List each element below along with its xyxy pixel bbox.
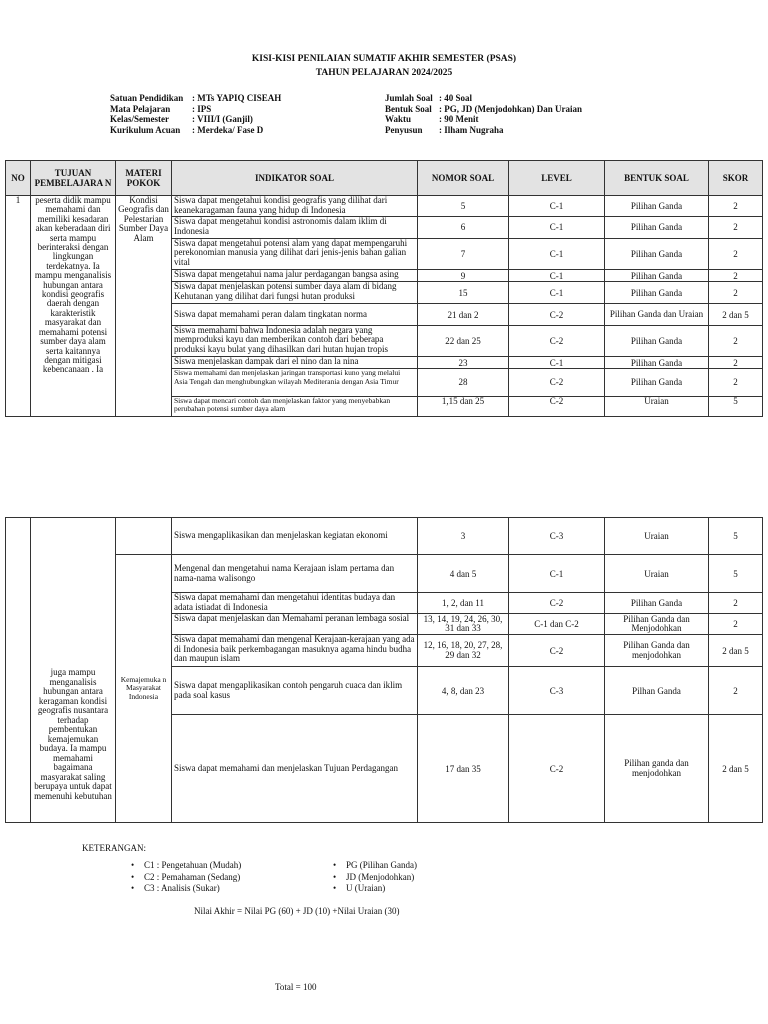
nomor-cell: 28 bbox=[418, 369, 509, 396]
table-header-row bbox=[6, 161, 763, 196]
bentuk-cell: Pilihan Ganda bbox=[605, 238, 709, 269]
meta-label: Bentuk Soal bbox=[385, 103, 432, 114]
level-cell: C-2 bbox=[509, 593, 605, 614]
meta-value: : IPS bbox=[192, 103, 212, 114]
row-number-empty bbox=[6, 518, 31, 823]
legend-item: • C2 : Pemahaman (Sedang) bbox=[131, 872, 241, 884]
nomor-cell: 9 bbox=[418, 269, 509, 281]
bentuk-cell: Uraian bbox=[605, 518, 709, 555]
bentuk-cell: Pilihan Ganda dan menjodohkan bbox=[605, 635, 709, 667]
bentuk-cell: Pilihan Ganda dan Uraian bbox=[605, 304, 709, 325]
col-header-nomor: NOMOR SOAL bbox=[418, 161, 509, 196]
col-header-tujuan: TUJUAN PEMBELAJARA N bbox=[31, 161, 116, 196]
meta-row bbox=[110, 93, 281, 104]
meta-label: Penyusun bbox=[385, 124, 423, 135]
level-cell: C-1 bbox=[509, 282, 605, 304]
nomor-cell: 6 bbox=[418, 217, 509, 238]
meta-label: Kelas/Semester bbox=[110, 114, 169, 124]
level-cell: C-1 dan C-2 bbox=[509, 614, 605, 635]
meta-label: Waktu bbox=[385, 114, 412, 124]
meta-value: : 90 Menit bbox=[439, 114, 479, 124]
level-cell: C-2 bbox=[509, 635, 605, 667]
bentuk-cell: Pilhan Ganda bbox=[605, 667, 709, 715]
nomor-cell: 5 bbox=[418, 196, 509, 217]
meta-value: : VIII/I (Ganjil) bbox=[192, 114, 253, 124]
nomor-cell: 7 bbox=[418, 238, 509, 269]
skor-cell: 2 bbox=[709, 217, 763, 238]
nilai-akhir-formula: Nilai Akhir = Nilai PG (60) + JD (10) +Nilai Uraian (30) bbox=[194, 906, 400, 916]
bentuk-cell: Pilihan ganda dan menjodohkan bbox=[605, 715, 709, 823]
skor-cell: 2 bbox=[709, 369, 763, 396]
bentuk-cell: Pilihan Ganda bbox=[605, 282, 709, 304]
indikator-cell: Siswa dapat mengetahui kondisi geografis yang dilihat dari keanekaragaman fauna yang hidup di Indonesia bbox=[172, 196, 418, 217]
nomor-cell: 1,15 dan 25 bbox=[418, 396, 509, 416]
total-score: Total = 100 bbox=[275, 982, 317, 992]
nomor-cell: 1, 2, dan 11 bbox=[418, 593, 509, 614]
meta-value: : 40 Soal bbox=[439, 93, 473, 103]
meta-label: Jumlah Soal bbox=[385, 93, 433, 103]
indikator-cell: Siswa mengaplikasikan dan menjelaskan kegiatan ekonomi bbox=[172, 518, 418, 555]
indikator-cell: Siswa memahami dan menjelaskan jaringan transportasi kuno yang melalui Asia Tengah dan menghubungkan wilayah Mediterania dengan Asia Timur bbox=[172, 369, 418, 396]
meta-label: Kurikulum Acuan bbox=[110, 124, 181, 135]
indikator-cell: Mengenal dan mengetahui nama Kerajaan islam pertama dan nama-nama walisongo bbox=[172, 555, 418, 593]
meta-row bbox=[385, 125, 582, 136]
skor-cell: 5 bbox=[709, 518, 763, 555]
indikator-cell: Siswa menjelaskan dampak dari el nino dan la nina bbox=[172, 357, 418, 369]
keterangan-title: KETERANGAN: bbox=[82, 843, 146, 853]
meta-value: : Ilham Nugraha bbox=[439, 124, 504, 135]
document-subtitle: TAHUN PELAJARAN 2024/2025 bbox=[315, 68, 453, 78]
level-cell: C-1 bbox=[509, 217, 605, 238]
level-cell: C-2 bbox=[509, 369, 605, 396]
bentuk-cell: Pilihan Ganda bbox=[605, 269, 709, 281]
level-cell: C-1 bbox=[509, 357, 605, 369]
skor-cell: 2 bbox=[709, 357, 763, 369]
meta-label: Mata Pelajaran bbox=[110, 103, 171, 114]
indikator-cell: Siswa dapat mengetahui kondisi astronomis dalam iklim di Indonesia bbox=[172, 217, 418, 238]
meta-row bbox=[385, 114, 582, 125]
meta-row bbox=[385, 93, 582, 104]
indikator-cell: Siswa dapat memahami dan mengetahui identitas budaya dan adata istiadat di Indonesia bbox=[172, 593, 418, 614]
skor-cell: 2 bbox=[709, 667, 763, 715]
nomor-cell: 4 dan 5 bbox=[418, 555, 509, 593]
indikator-cell: Siswa memahami bahwa Indonesia adalah negara yang memproduksi kayu dan memberikan contoh dari beberapa produksi kayu bulat yang dihasilkan dari hutan hujan tropis bbox=[172, 325, 418, 356]
bentuk-cell: Pilihan Ganda bbox=[605, 325, 709, 356]
bentuk-cell: Uraian bbox=[605, 396, 709, 416]
legend-item: • JD (Menjodohkan) bbox=[333, 872, 417, 884]
meta-row bbox=[385, 104, 582, 115]
bentuk-cell: Pilihan Ganda bbox=[605, 196, 709, 217]
table-row bbox=[6, 518, 763, 555]
kisi-kisi-table-2 bbox=[5, 517, 763, 823]
level-cell: C-1 bbox=[509, 555, 605, 593]
level-cell: C-2 bbox=[509, 396, 605, 416]
skor-cell: 2 dan 5 bbox=[709, 635, 763, 667]
nomor-cell: 21 dan 2 bbox=[418, 304, 509, 325]
meta-row bbox=[110, 104, 281, 115]
col-header-level: LEVEL bbox=[509, 161, 605, 196]
kisi-kisi-table-1 bbox=[5, 160, 763, 417]
level-cell: C-3 bbox=[509, 667, 605, 715]
meta-right bbox=[385, 93, 582, 135]
col-header-no: NO bbox=[6, 161, 31, 196]
bentuk-legend bbox=[333, 860, 417, 895]
col-header-skor: SKOR bbox=[709, 161, 763, 196]
indikator-cell: Siswa dapat menjelaskan dan Memahami peranan lembaga sosial bbox=[172, 614, 418, 635]
tujuan-pembelajaran bbox=[31, 196, 116, 417]
skor-cell: 2 bbox=[709, 325, 763, 356]
legend-item: • PG (Pilihan Ganda) bbox=[333, 860, 417, 872]
level-cell: C-2 bbox=[509, 304, 605, 325]
skor-cell: 5 bbox=[709, 555, 763, 593]
level-cell: C-2 bbox=[509, 325, 605, 356]
level-legend bbox=[131, 860, 241, 895]
bentuk-cell: Uraian bbox=[605, 555, 709, 593]
skor-cell: 2 bbox=[709, 238, 763, 269]
level-cell: C-1 bbox=[509, 196, 605, 217]
nomor-cell: 13, 14, 19, 24, 26, 30, 31 dan 33 bbox=[418, 614, 509, 635]
legend-item: • C1 : Pengetahuan (Mudah) bbox=[131, 860, 241, 872]
tujuan-text: peserta didik mampu memahami dan memiliki kesadaran akan keberadaan diri serta mampu berinteraksi dengan lingkungan terdekatnya. Ia mampu menganalisis hubungan antara kondisi geografis daerah dengan karakteristik masyarakat dan memahami potensi sumber daya alam serta kaitannya dengan mitigasi kebencanaan . Ia bbox=[34, 196, 112, 375]
skor-cell: 2 bbox=[709, 196, 763, 217]
indikator-cell: Siswa dapat mengetahui nama jalur perdagangan bangsa asing bbox=[172, 269, 418, 281]
indikator-cell: Siswa dapat mencari contoh dan menjelaskan faktor yang menyebabkan perubahan potensi sumber daya alam bbox=[172, 396, 418, 416]
indikator-cell: Siswa dapat memahami dan mengenal Kerajaan-kerajaan yang ada di Indonesia baik perkembagangan masuknya agama hindu budha dan maupun islam bbox=[172, 635, 418, 667]
legend-item: • C3 : Analisis (Sukar) bbox=[131, 883, 241, 895]
nomor-cell: 4, 8, dan 23 bbox=[418, 667, 509, 715]
skor-cell: 2 dan 5 bbox=[709, 304, 763, 325]
level-cell: C-2 bbox=[509, 715, 605, 823]
indikator-cell: Siswa dapat memahami dan menjelaskan Tujuan Perdagangan bbox=[172, 715, 418, 823]
meta-value: : MTs YAPIQ CISEAH bbox=[192, 93, 282, 103]
meta-value: : Merdeka/ Fase D bbox=[192, 124, 264, 135]
nomor-cell: 15 bbox=[418, 282, 509, 304]
skor-cell: 2 dan 5 bbox=[709, 715, 763, 823]
indikator-cell: Siswa dapat memahami peran dalam tingkatan norma bbox=[172, 304, 418, 325]
materi-pokok: Kemajemuka n Masyarakat Indonesia bbox=[116, 555, 172, 823]
row-number: 1 bbox=[6, 196, 31, 417]
materi-pokok-empty bbox=[116, 518, 172, 555]
tujuan-pembelajaran bbox=[31, 518, 116, 823]
meta-left bbox=[110, 93, 281, 135]
indikator-cell: Siswa dapat mengetahui potensi alam yang dapat mempengaruhi perekonomian manusia yang dilihat dari jenis-jenis bahan galian vital bbox=[172, 238, 418, 269]
col-header-indikator: INDIKATOR SOAL bbox=[172, 161, 418, 196]
skor-cell: 5 bbox=[709, 396, 763, 416]
skor-cell: 2 bbox=[709, 593, 763, 614]
bentuk-cell: Pilihan Ganda bbox=[605, 217, 709, 238]
table-row bbox=[6, 555, 763, 593]
indikator-cell: Siswa dapat mengaplikasikan contoh pengaruh cuaca dan iklim pada soal kasus bbox=[172, 667, 418, 715]
level-cell: C-1 bbox=[509, 269, 605, 281]
col-header-materi: MATERI POKOK bbox=[116, 161, 172, 196]
level-cell: C-1 bbox=[509, 238, 605, 269]
indikator-cell: Siswa dapat menjelaskan potensi sumber daya alam di bidang Kehutanan yang dilihat dari fungsi hutan produksi bbox=[172, 282, 418, 304]
legend-item: • U (Uraian) bbox=[333, 883, 417, 895]
nomor-cell: 23 bbox=[418, 357, 509, 369]
bentuk-cell: Pilihan Ganda bbox=[605, 593, 709, 614]
tujuan-text: juga mampu menganalisis hubungan antara keragaman kondisi geografis nusantara terhadap pembentukan kemajemukan budaya. Ia mampu memahami bagaimana masyarakat saling berupaya untuk dapat memenuhi kebutuhan bbox=[34, 668, 112, 801]
skor-cell: 2 bbox=[709, 269, 763, 281]
nomor-cell: 12, 16, 18, 20, 27, 28, 29 dan 32 bbox=[418, 635, 509, 667]
table-row bbox=[6, 196, 763, 217]
skor-cell: 2 bbox=[709, 282, 763, 304]
bentuk-cell: Pilihan Ganda dan Menjodohkan bbox=[605, 614, 709, 635]
nomor-cell: 17 dan 35 bbox=[418, 715, 509, 823]
col-header-bentuk: BENTUK SOAL bbox=[605, 161, 709, 196]
materi-pokok: Kondisi Geografis dan Pelestarian Sumber Daya Alam bbox=[116, 196, 172, 417]
skor-cell: 2 bbox=[709, 614, 763, 635]
meta-value: : PG, JD (Menjodohkan) Dan Uraian bbox=[439, 103, 583, 114]
nomor-cell: 3 bbox=[418, 518, 509, 555]
meta-row bbox=[110, 114, 281, 125]
meta-label: Satuan Pendidikan bbox=[110, 93, 184, 103]
level-cell: C-3 bbox=[509, 518, 605, 555]
meta-row bbox=[110, 125, 281, 136]
nomor-cell: 22 dan 25 bbox=[418, 325, 509, 356]
bentuk-cell: Pilihan Ganda bbox=[605, 357, 709, 369]
bentuk-cell: Pilihan Ganda bbox=[605, 369, 709, 396]
document-title: KISI-KISI PENILAIAN SUMATIF AKHIR SEMESTER (PSAS) bbox=[251, 54, 517, 64]
